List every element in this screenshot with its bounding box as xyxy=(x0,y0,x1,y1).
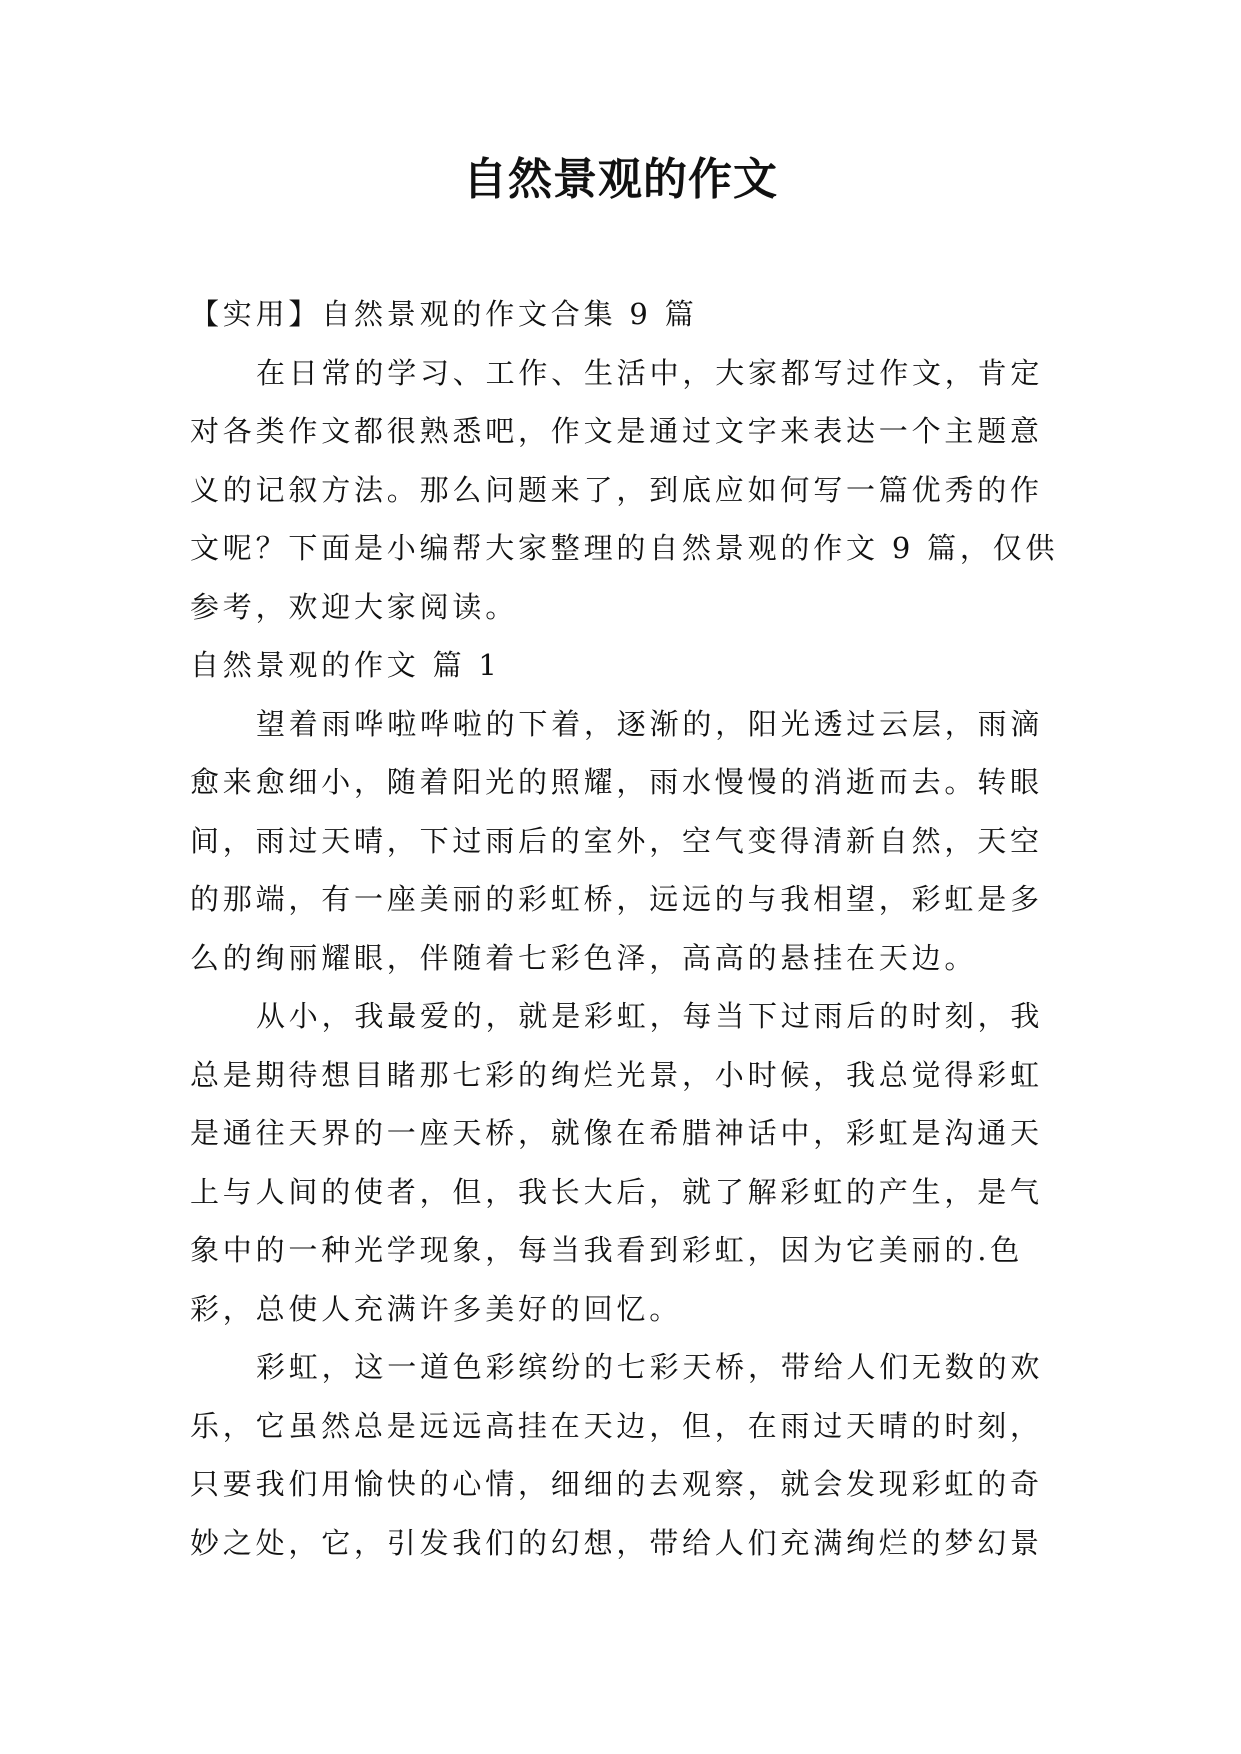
text-line: 只要我们用愉快的心情，细细的去观察，就会发现彩虹的奇 xyxy=(190,1467,1043,1501)
text-line: 总是期待想目睹那七彩的绚烂光景，小时候，我总觉得彩虹 xyxy=(190,1057,1043,1092)
text-line: 上与人间的使者，但，我长大后，就了解彩虹的产生，是气 xyxy=(190,1174,1043,1209)
text-line: 是通往天界的一座天桥，就像在希腊神话中，彩虹是沟通天 xyxy=(190,1116,1043,1150)
text-line: 间，雨过天晴，下过雨后的室外，空气变得清新自然，天空 xyxy=(190,823,1043,858)
text-line: 么的绚丽耀眼，伴随着七彩色泽，高高的悬挂在天边。 xyxy=(190,940,978,975)
document-body xyxy=(190,285,1059,1572)
text-line: 乐，它虽然总是远远高挂在天边，但，在雨过天晴的时刻， xyxy=(190,1408,1043,1443)
text-line: 愈来愈细小，随着阳光的照耀，雨水慢慢的消逝而去。转眼 xyxy=(190,765,1043,799)
text-line: 妙之处，它，引发我们的幻想，带给人们充满绚烂的梦幻景 xyxy=(190,1525,1043,1560)
text-line: 象中的一种光学现象，每当我看到彩虹，因为它美丽的.色 xyxy=(190,1233,1024,1267)
document-title: 自然景观的作文 xyxy=(463,154,778,205)
text-line: 文呢？下面是小编帮大家整理的自然景观的作文 9 篇，仅供 xyxy=(190,531,1059,565)
text-line: 从小，我最爱的，就是彩虹，每当下过雨后的时刻，我 xyxy=(256,999,1044,1033)
text-line: 自然景观的作文 篇 1 xyxy=(190,648,501,682)
text-line: 在日常的学习、工作、生活中，大家都写过作文，肯定 xyxy=(256,355,1044,390)
text-line: 彩，总使人充满许多美好的回忆。 xyxy=(190,1291,683,1326)
text-line: 彩虹，这一道色彩缤纷的七彩天桥，带给人们无数的欢 xyxy=(256,1350,1044,1384)
text-line: 望着雨哗啦哗啦的下着，逐渐的，阳光透过云层，雨滴 xyxy=(256,706,1044,741)
text-line: 【实用】自然景观的作文合集 9 篇 xyxy=(190,297,698,331)
text-line: 的那端，有一座美丽的彩虹桥，远远的与我相望，彩虹是多 xyxy=(190,882,1043,916)
text-line: 参考，欢迎大家阅读。 xyxy=(190,589,519,624)
text-line: 对各类作文都很熟悉吧，作文是通过文字来表达一个主题意 xyxy=(190,414,1043,448)
text-line: 义的记叙方法。那么问题来了，到底应如何写一篇优秀的作 xyxy=(190,472,1043,507)
